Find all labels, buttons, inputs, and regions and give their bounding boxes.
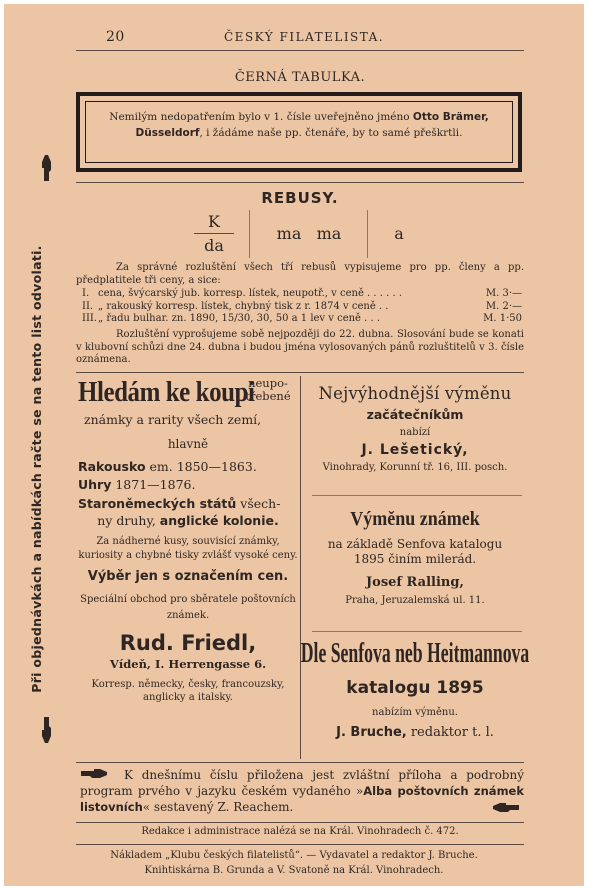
- pointing-hand-icon: [40, 716, 54, 744]
- ad-friedl-headline: Hledám ke koupi: [78, 376, 255, 408]
- ad-friedl-uhry: Uhry 1871—1876.: [78, 477, 196, 492]
- ad-friedl-address: Vídeň, I. Herrengasse 6.: [109, 657, 267, 671]
- side-note-text: Při objednávkách a nabídkách račte se na tento list odvolati.: [29, 245, 44, 693]
- ad-lesetic-address: Vinohrady, Korunní tř. 16, III. posch.: [322, 462, 508, 473]
- ad-friedl-colonies: ny druhy, anglické kolonie.: [97, 513, 279, 528]
- ad-friedl-rakousko: Rakousko em. 1850—1863.: [78, 459, 257, 474]
- prize-row: I. cena, švýcarský jub. korresp. lístek, neupotř., v ceně . . . . . . M. 3·—: [82, 288, 522, 299]
- imprint-publisher: Nákladem „Klubu českých filatelistů“. — Vydavatel a redaktor J. Bruche.: [110, 850, 478, 861]
- divider: [312, 495, 522, 496]
- ad-ralling-address: Praha, Jeruzalemská ul. 11.: [345, 595, 485, 606]
- divider: [76, 822, 524, 823]
- pointing-hand-icon: [492, 800, 520, 814]
- ad-friedl-name: Rud. Friedl,: [119, 631, 257, 655]
- ad-friedl: [78, 376, 298, 704]
- rebus-title: REBUSY.: [261, 189, 339, 207]
- side-note: [24, 174, 48, 764]
- ad-bruche: [300, 637, 530, 740]
- black-table-title: ČERNÁ TABULKA.: [234, 70, 366, 85]
- journal-title: ČESKÝ FILATELISTA.: [224, 30, 385, 44]
- prize-row: II. „ rakouský korresp. lístek, chybný tisk z r. 1874 v ceně . . M. 2·—: [82, 300, 522, 312]
- ad-friedl-states: Staroněmeckých států všech-: [78, 496, 281, 511]
- pointing-hand-icon: [40, 154, 54, 182]
- ad-friedl-headline-side: neupo- třebené: [245, 376, 291, 403]
- divider: [76, 372, 524, 373]
- ad-bruche-title: Dle Senfova neb Heitmannova: [300, 637, 530, 669]
- rebus-separator: [249, 210, 250, 258]
- ad-lesetic-title: Nejvýhodnější výměnu: [318, 384, 512, 403]
- rebus-1-bottom: da: [204, 236, 224, 255]
- divider: [76, 182, 524, 183]
- ad-friedl-only-marked: Výběr jen s označením cen.: [87, 569, 289, 584]
- ad-friedl-languages: Korresp. německy, česky, francouzsky, anglicky a italsky.: [91, 679, 285, 703]
- divider: [76, 762, 524, 763]
- ad-ralling-text: na základě Senfova katalogu 1895 činím milerád.: [327, 537, 503, 566]
- journal-page: [4, 4, 584, 886]
- rebus-2: ma ma: [276, 224, 342, 243]
- supplement-text: K dnešnímu číslu přiložena jest zvláštní příloha a podrobný program prvého v jazyku českém vydaného »Alba poštovních známek listovních« sestavený Z. Reachem.: [80, 768, 524, 814]
- black-table-text: Nemilým nedopatřením bylo v 1. čísle uveřejněno jméno Otto Brämer, Düsseldorf, i žádáme naše pp. čtenáře, by to samé přeškrtli.: [109, 111, 489, 139]
- divider: [312, 631, 522, 632]
- ad-friedl-small: Za nádherné kusy, souvisící známky, kuriosity a chybné tisky zvlášť vysoké ceny.: [78, 536, 298, 561]
- column-divider: [300, 376, 301, 759]
- black-table-box: [76, 92, 522, 172]
- header-rule: [76, 50, 524, 51]
- ad-friedl-line: známky a rarity všech zemí,: [84, 412, 262, 427]
- divider: [76, 844, 524, 845]
- rebus-1-top: K: [208, 212, 220, 231]
- ad-ralling-title: Výměnu známek: [350, 508, 480, 530]
- editorial-address: Redakce i administrace nalézá se na Král. Vinohradech č. 472.: [141, 826, 459, 837]
- rebus-separator: [367, 210, 368, 258]
- rebus-3: a: [394, 224, 404, 243]
- ad-lesetic-subtitle: začátečníkům: [366, 407, 464, 422]
- ad-bruche-subtitle: katalogu 1895: [346, 678, 484, 698]
- ad-friedl-line: hlavně: [167, 437, 209, 451]
- ad-lesetic-offers: nabízí: [399, 427, 431, 438]
- page-number: 20: [106, 29, 125, 45]
- imprint-printer: Knihtiskárna B. Grunda a V. Svatoně na Král. Vinohradech.: [144, 865, 444, 876]
- ad-lesetic-name: J. Lešetický,: [361, 442, 469, 458]
- rebus-outro: Rozluštění vyprošujeme sobě nejpozději do 22. dubna. Slosování bude se konati v klubovní schůzi dne 24. dubna i budou jména vylosovaných pánů rozluštitelů v 3. čísle oznámena.: [76, 329, 524, 365]
- ad-ralling-name: Josef Ralling,: [366, 575, 464, 590]
- ad-lesetic: [304, 384, 526, 473]
- prize-list: [76, 288, 524, 326]
- rebus-intro: Za správné rozluštění všech tří rebusů vypisujeme pro pp. členy a pp. předplatitele tři ceny, a sice:: [76, 262, 524, 286]
- ad-bruche-offer: nabízím výměnu.: [372, 707, 458, 718]
- ad-friedl-shop: Speciální obchod pro sběratele poštovních známek.: [80, 594, 296, 621]
- ad-ralling: [304, 508, 526, 606]
- fraction-line: [194, 233, 234, 234]
- prize-row: III. „ řadu bulhar. zn. 1890, 15/30, 30, 50 a 1 lev v ceně . . . M. 1·50: [82, 313, 522, 324]
- ad-bruche-signature: J. Bruche, redaktor t. l.: [336, 725, 494, 740]
